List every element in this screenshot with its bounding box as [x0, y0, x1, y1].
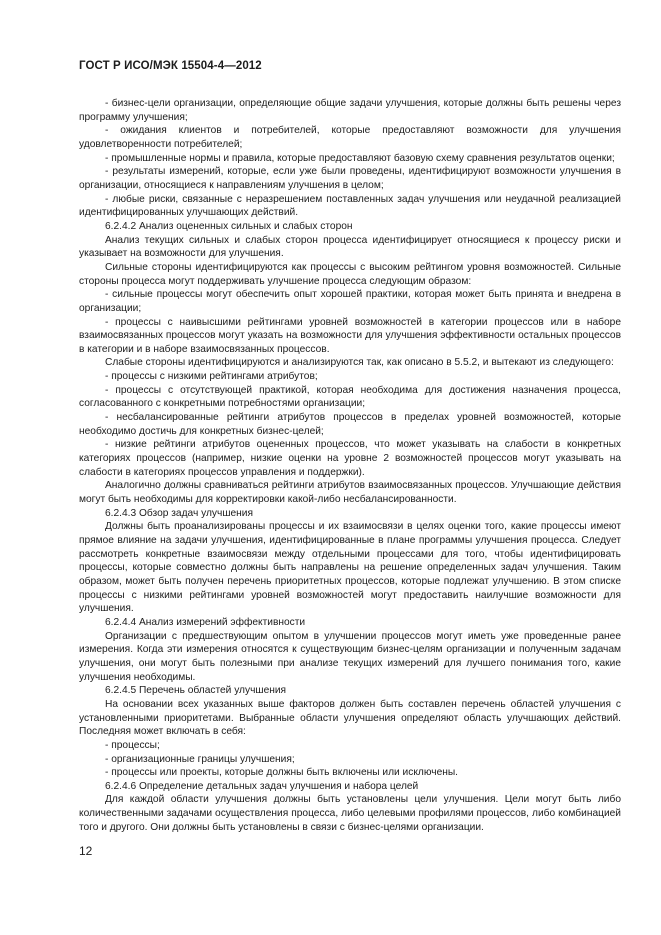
paragraph: Анализ текущих сильных и слабых сторон процесса идентифицирует относящиеся к процессу риски и указывает на возможности для улучшения.: [79, 234, 621, 260]
paragraph: Организации с предшествующим опытом в улучшении процессов могут иметь уже проведенные ранее измерения. Когда эти измерения относятся к существующим бизнес-целям организации и полученным задачам улучшения, они могут быть полезными при анализе текущих измерений для лучшего понимания того, какие улучшения необходимы.: [79, 630, 621, 683]
paragraph: - процессы;: [105, 739, 160, 751]
paragraph: Сильные стороны идентифицируются как процессы с высоким рейтингом уровня возможностей. Сильные стороны процесса могут поддерживать улучшение процесса следующим образом:: [79, 261, 621, 287]
paragraph: Аналогично должны сравниваться рейтинги атрибутов взаимосвязанных процессов. Улучшающие действия могут быть необходимы для корректировки какой-либо несбалансированности.: [79, 480, 621, 506]
paragraph: - любые риски, связанные с неразрешением поставленных задач улучшения или неудачной реализацией идентифицированных улучшающих действий.: [79, 193, 621, 219]
paragraph: Для каждой области улучшения должны быть установлены цели улучшения. Цели могут быть либо количественными задачами осуществления процесса, либо целевыми профилями процессов, либо комбинацией того и другого. Они должны быть установлены в связи с бизнес-целями организации.: [79, 794, 621, 833]
section-heading: 6.2.4.3 Обзор задач улучшения: [105, 507, 253, 519]
section-heading: 6.2.4.5 Перечень областей улучшения: [105, 685, 287, 697]
paragraph: На основании всех указанных выше факторов должен быть составлен перечень областей улучшения с установленными приоритетами. Выбранные области улучшения определяют область улучшающих действий. Последняя может включать в себя:: [79, 698, 621, 738]
paragraph: - организационные границы улучшения;: [105, 753, 295, 765]
paragraph: Слабые стороны идентифицируются и анализируются так, как описано в 5.5.2, и вытекают из следующего:: [105, 357, 614, 369]
document-body: [79, 97, 621, 834]
paragraph: - несбалансированные рейтинги атрибутов процессов в пределах уровней возможностей, которые необходимо достичь для конкретных бизнес-целей;: [79, 412, 621, 437]
section-heading: 6.2.4.4 Анализ измерений эффективности: [105, 616, 306, 628]
paragraph: - процессы или проекты, которые должны быть включены или исключены.: [105, 767, 459, 779]
paragraph: - бизнес-цели организации, определяющие общие задачи улучшения, которые должны быть решены через программу улучшения;: [79, 98, 621, 123]
paragraph: - процессы с низкими рейтингами атрибутов;: [105, 371, 318, 383]
paragraph: Должны быть проанализированы процессы и их взаимосвязи в целях оценки того, какие процессы имеют прямое влияние на задачи улучшения, идентифицированные в плане программы улучшения процесса. Следует рассмотреть конкретные взаимосвязи между отдельными процессами для того, чтобы идентифицировать процессы, которые совместно должны быть направлены на решение определенных задач улучшения. Таким образом, может быть получен перечень приоритетных процессов, которые подлежат улучшению. В этом списке процессы с низкими рейтингами уровней возможностей могут предоставить наилучшие возможности для улучшения.: [79, 521, 621, 615]
section-heading: 6.2.4.2 Анализ оцененных сильных и слабых сторон: [105, 220, 353, 232]
paragraph: - сильные процессы могут обеспечить опыт хорошей практики, которая может быть принята и внедрена в организации;: [79, 289, 621, 314]
paragraph: - промышленные нормы и правила, которые предоставляют базовую схему сравнения результатов оценки;: [105, 152, 615, 164]
page-number: 12: [79, 844, 93, 858]
paragraph: - низкие рейтинги атрибутов оцененных процессов, что может указывать на слабости в конкретных категориях процессов (например, низкие оценки на уровне 2 возможностей процессов могут указывать на слабости в категориях процессов управления и поддержки).: [79, 439, 621, 478]
section-heading: 6.2.4.6 Определение детальных задач улучшения и набора целей: [105, 780, 419, 792]
paragraph: - процессы с отсутствующей практикой, которая необходима для достижения назначения процесса, согласованного с конкретными потребностями организации;: [79, 384, 621, 410]
paragraph: - процессы с наивысшими рейтингами уровней возможностей в категории процессов или в наборе взаимосвязанных процессов могут указать на возможности для улучшения эффективности остальных процессов в категории и в наборе взаимосвязанных процессов.: [79, 316, 621, 355]
paragraph: - ожидания клиентов и потребителей, которые предоставляют возможности для улучшения удовлетворенности потребителей;: [79, 125, 621, 150]
document-header: ГОСТ Р ИСО/МЭК 15504-4—2012: [79, 60, 262, 72]
paragraph: - результаты измерений, которые, если уже были проведены, идентифицируют возможности улучшения в организации, относящиеся к направлениям улучшения в целом;: [79, 166, 621, 191]
